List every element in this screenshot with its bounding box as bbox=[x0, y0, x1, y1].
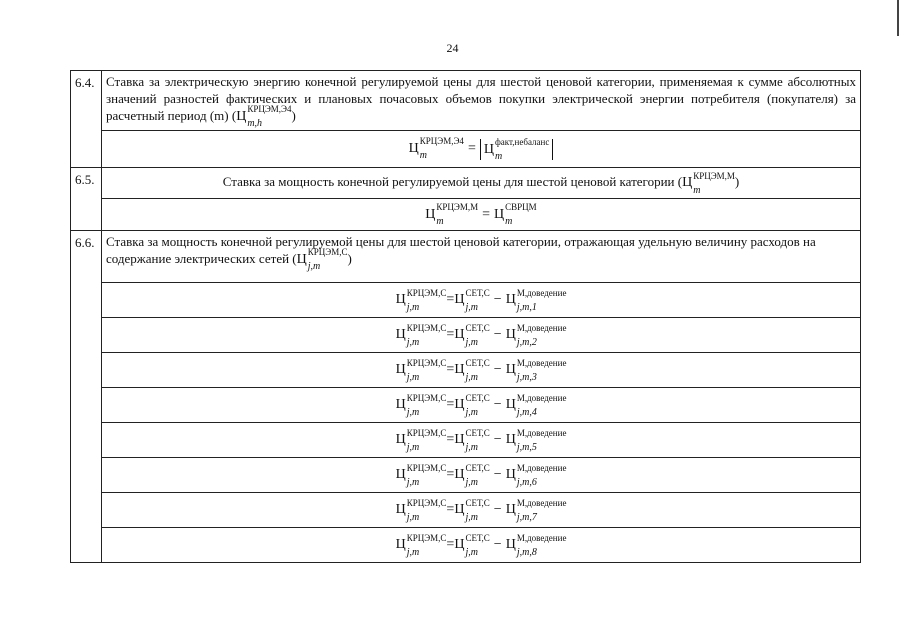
row-6-6-text-end: ) bbox=[347, 251, 352, 266]
scan-edge-mark bbox=[897, 0, 899, 36]
formula-lhs: Ц КРЦЭМ,С j,m bbox=[395, 322, 447, 348]
symbol-krcem-e4-mh: Ц КРЦЭМ,Э4 m,h bbox=[236, 104, 292, 130]
formula-minus: − bbox=[493, 467, 502, 483]
formula-mid: Ц СЕТ,С j,m bbox=[454, 357, 490, 383]
formula-6-5-rhs: Ц СВРЦМ m bbox=[494, 202, 537, 227]
formula-6-5 bbox=[102, 199, 861, 231]
formula-lhs: Ц КРЦЭМ,С j,m bbox=[395, 532, 447, 558]
formula-6-4 bbox=[102, 131, 861, 168]
formula-rhs: Ц М,доведение j,m,1 bbox=[505, 287, 567, 313]
row-6-6-formula-6 bbox=[71, 458, 861, 493]
formula-mid: Ц СЕТ,С j,m bbox=[454, 287, 490, 313]
formula-minus: − bbox=[493, 537, 502, 553]
formula-rhs: Ц М,доведение j,m,6 bbox=[505, 462, 567, 488]
formula-6-6-4 bbox=[102, 388, 861, 423]
formula-minus: − bbox=[493, 292, 502, 308]
symbol-krcem-c-jm: Ц КРЦЭМ,С j,m bbox=[296, 247, 348, 273]
row-6-4-formula bbox=[71, 131, 861, 168]
row-number-6-4: 6.4. bbox=[71, 71, 102, 168]
row-number-6-6: 6.6. bbox=[71, 231, 102, 563]
formula-lhs: Ц КРЦЭМ,С j,m bbox=[395, 392, 447, 418]
tariff-table bbox=[70, 70, 861, 563]
formula-6-6-2 bbox=[102, 318, 861, 353]
formula-equals: = bbox=[446, 362, 455, 378]
row-6-6-title bbox=[71, 231, 861, 283]
formula-6-6-8 bbox=[102, 528, 861, 563]
formula-equals: = bbox=[446, 292, 455, 308]
row-6-6-formula-8 bbox=[71, 528, 861, 563]
formula-lhs: Ц КРЦЭМ,С j,m bbox=[395, 497, 447, 523]
row-6-5-title bbox=[71, 168, 861, 199]
formula-6-4-equals: = bbox=[467, 140, 476, 156]
row-number-6-5: 6.5. bbox=[71, 168, 102, 231]
formula-lhs: Ц КРЦЭМ,С j,m bbox=[395, 357, 447, 383]
formula-mid: Ц СЕТ,С j,m bbox=[454, 462, 490, 488]
formula-6-5-lhs: Ц КРЦЭМ,М m bbox=[425, 202, 479, 227]
formula-6-4-lhs: Ц КРЦЭМ,Э4 m bbox=[408, 136, 464, 161]
formula-equals: = bbox=[446, 537, 455, 553]
formula-minus: − bbox=[493, 432, 502, 448]
formula-equals: = bbox=[446, 397, 455, 413]
formula-rhs: Ц М,доведение j,m,8 bbox=[505, 532, 567, 558]
row-6-6-formula-1 bbox=[71, 283, 861, 318]
formula-mid: Ц СЕТ,С j,m bbox=[454, 497, 490, 523]
row-6-5-text: Ставка за мощность конечной регулируемой цены для шестой ценовой категории ( bbox=[222, 174, 683, 190]
formula-minus: − bbox=[493, 362, 502, 378]
formula-rhs: Ц М,доведение j,m,3 bbox=[505, 357, 567, 383]
formula-mid: Ц СЕТ,С j,m bbox=[454, 427, 490, 453]
row-6-6-formula-7 bbox=[71, 493, 861, 528]
row-6-6-formula-2 bbox=[71, 318, 861, 353]
row-6-6-text: Ставка за мощность конечной регулируемой цены для шестой ценовой категории, отражающая удельную величину расходов на содержание электрических сетей ( bbox=[106, 234, 816, 266]
formula-lhs: Ц КРЦЭМ,С j,m bbox=[395, 462, 447, 488]
formula-equals: = bbox=[446, 432, 455, 448]
row-6-5-formula bbox=[71, 199, 861, 231]
formula-equals: = bbox=[446, 467, 455, 483]
formula-minus: − bbox=[493, 397, 502, 413]
row-6-4-title bbox=[71, 71, 861, 131]
formula-rhs: Ц М,доведение j,m,4 bbox=[505, 392, 567, 418]
row-6-4-description bbox=[102, 71, 861, 131]
formula-lhs: Ц КРЦЭМ,С j,m bbox=[395, 427, 447, 453]
row-6-5-text-end: ) bbox=[734, 174, 740, 190]
row-6-6-description bbox=[102, 231, 861, 283]
formula-mid: Ц СЕТ,С j,m bbox=[454, 532, 490, 558]
formula-6-5-equals: = bbox=[482, 206, 491, 222]
formula-6-6-6 bbox=[102, 458, 861, 493]
formula-6-6-7 bbox=[102, 493, 861, 528]
row-6-4-text-end: ) bbox=[291, 108, 296, 123]
row-6-6-formula-4 bbox=[71, 388, 861, 423]
formula-mid: Ц СЕТ,С j,m bbox=[454, 322, 490, 348]
row-6-6-formula-3 bbox=[71, 353, 861, 388]
symbol-krcem-m: Ц КРЦЭМ,М m bbox=[682, 170, 735, 196]
page-number: 24 bbox=[446, 41, 459, 55]
formula-rhs: Ц М,доведение j,m,5 bbox=[505, 427, 567, 453]
formula-minus: − bbox=[493, 327, 502, 343]
formula-rhs: Ц М,доведение j,m,7 bbox=[505, 497, 567, 523]
formula-6-6-3 bbox=[102, 353, 861, 388]
formula-equals: = bbox=[446, 327, 455, 343]
formula-6-4-abs bbox=[480, 136, 553, 162]
row-6-4-text: Ставка за электрическую энергию конечной регулируемой цены для шестой ценовой категории, применяемая к сумме абсолютных значений разностей фактических и плановых почасовых объемов покупки электрической энергии потребителя (покупателя) за расчетный период (m) ( bbox=[106, 74, 856, 123]
row-6-6-formula-5 bbox=[71, 423, 861, 458]
formula-6-6-5 bbox=[102, 423, 861, 458]
formula-6-6-1 bbox=[102, 283, 861, 318]
row-6-5-description bbox=[102, 168, 861, 199]
formula-minus: − bbox=[493, 502, 502, 518]
formula-mid: Ц СЕТ,С j,m bbox=[454, 392, 490, 418]
formula-equals: = bbox=[446, 502, 455, 518]
formula-6-4-rhs: Ц факт,небаланс m bbox=[483, 136, 550, 162]
formula-lhs: Ц КРЦЭМ,С j,m bbox=[395, 287, 447, 313]
formula-rhs: Ц М,доведение j,m,2 bbox=[505, 322, 567, 348]
